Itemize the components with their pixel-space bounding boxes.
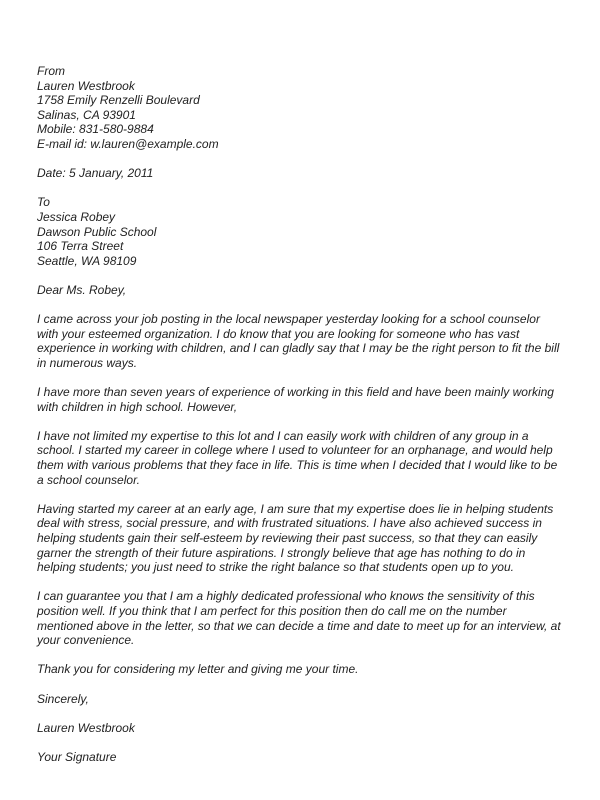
recipient-label: To (37, 195, 50, 210)
sender-street: 1758 Emily Renzelli Boulevard (37, 93, 200, 108)
body-paragraph-2: I have more than seven years of experience of working in this field and have been mainly working with children in high school. However, (37, 385, 554, 414)
body-paragraph-4: Having started my career at an early age, I am sure that my expertise does lie in helping students deal with stress, social pressure, and with frustrated situations. I have also achieved success in helping students gain their self-esteem by reviewing their past success, so that they can easily garner the strength of their future aspirations. I strongly believe that age has nothing to do in helping students; you just need to strike the right balance so that students open up to you. (37, 501, 554, 575)
recipient-city: Seattle, WA 98109 (37, 253, 137, 268)
signature-placeholder: Your Signature (37, 749, 117, 764)
closing (37, 692, 561, 707)
recipient-organization: Dawson Public School (37, 224, 157, 239)
recipient-name: Jessica Robey (37, 209, 116, 224)
body-paragraph-1: I came across your job posting in the local newspaper yesterday looking for a school counselor with your esteemed organization. I do know that you are looking for someone who has vast experience in working with children, and I can gladly say that I may be the right person to fit the bill in numerous ways. (37, 312, 560, 370)
signature-name-block (37, 721, 561, 736)
signature-name: Lauren Westbrook (37, 720, 135, 735)
body-paragraph-6: Thank you for considering my letter and giving me your time. (37, 662, 359, 677)
sender-label: From (37, 64, 65, 78)
sender-email: E-mail id: w.lauren@example.com (37, 136, 219, 151)
closing-line: Sincerely, (37, 691, 89, 706)
recipient-block (37, 195, 561, 268)
recipient-street: 106 Terra Street (37, 239, 124, 254)
salutation (37, 283, 561, 298)
date-block (37, 166, 561, 181)
sender-city: Salinas, CA 93901 (37, 107, 136, 122)
letter-body (37, 64, 561, 765)
sender-name: Lauren Westbrook (37, 78, 135, 93)
body-paragraph-5: I can guarantee you that I am a highly dedicated professional who knows the sensitivity of this position well. If you think that I am perfect for this position then do call me on the number mentioned above in the letter, so that we can decide a time and date to meet up for an interview, at your convenience. (37, 589, 561, 648)
date-line: Date: 5 January, 2011 (37, 166, 154, 181)
salutation-line: Dear Ms. Robey, (37, 282, 127, 297)
body-paragraph-3: I have not limited my expertise to this lot and I can easily work with children of any group in a school. I started my career in college where I used to volunteer for an orphanage, and would help them with various problems that they face in life. This is time when I decided that I would like to be a school counselor. (37, 428, 558, 487)
sender-mobile: Mobile: 831-580-9884 (37, 122, 154, 137)
signature-placeholder-block (37, 750, 561, 765)
sender-block (37, 64, 561, 152)
